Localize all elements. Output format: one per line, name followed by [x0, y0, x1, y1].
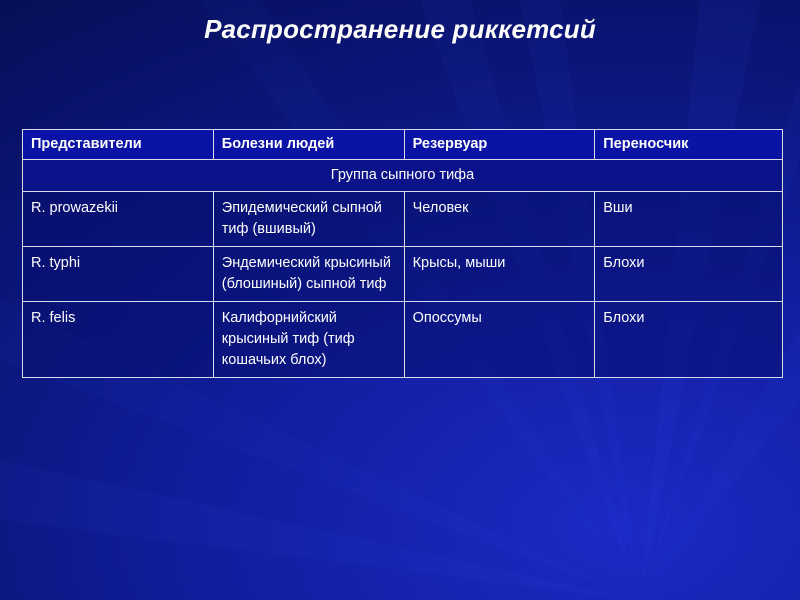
rickettsia-table	[22, 129, 783, 378]
cell-vector: Вши	[595, 192, 783, 247]
header-reservoir: Резервуар	[404, 130, 595, 160]
cell-vector: Блохи	[595, 247, 783, 302]
group-row	[23, 160, 783, 192]
cell-disease: Эпидемический сыпной тиф (вшивый)	[213, 192, 404, 247]
group-label: Группа сыпного тифа	[23, 160, 783, 192]
cell-reservoir: Крысы, мыши	[404, 247, 595, 302]
header-diseases: Болезни людей	[213, 130, 404, 160]
cell-disease: Калифорнийский крысиный тиф (тиф кошачьих блох)	[213, 302, 404, 378]
header-vector: Переносчик	[595, 130, 783, 160]
cell-representative: R. prowazekii	[23, 192, 214, 247]
table-row	[23, 302, 783, 378]
table-row	[23, 247, 783, 302]
cell-reservoir: Человек	[404, 192, 595, 247]
cell-representative: R. felis	[23, 302, 214, 378]
cell-vector: Блохи	[595, 302, 783, 378]
slide-title: Распространение риккетсий	[204, 14, 596, 44]
cell-disease: Эндемический крысиный (блошиный) сыпной тиф	[213, 247, 404, 302]
header-row	[23, 130, 783, 160]
cell-reservoir: Опоссумы	[404, 302, 595, 378]
table-row	[23, 192, 783, 247]
header-representatives: Представители	[23, 130, 214, 160]
cell-representative: R. typhi	[23, 247, 214, 302]
